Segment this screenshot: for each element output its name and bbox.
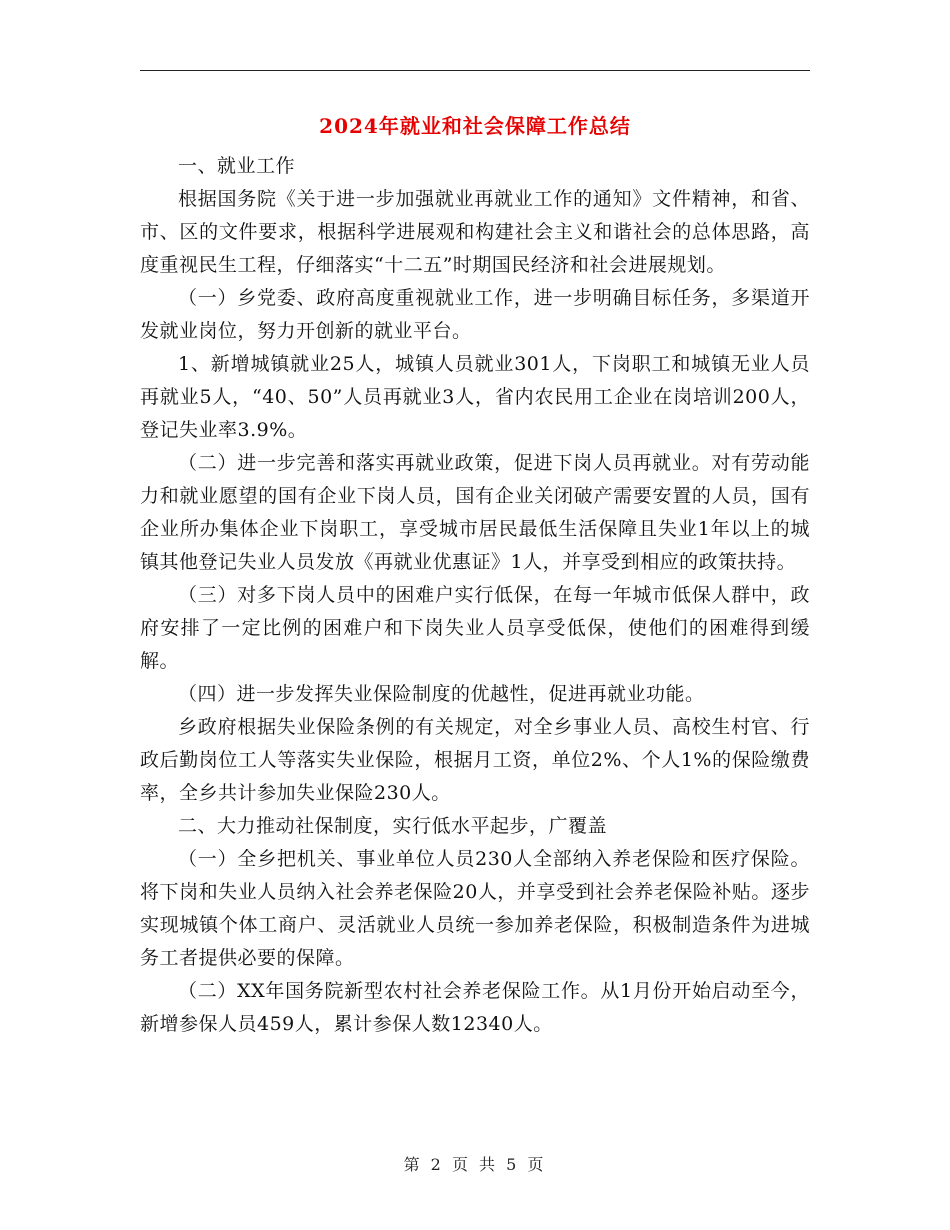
paragraph: （二）XX年国务院新型农村社会养老保险工作。从1月份开始启动至今，新增参保人员459人，累计参保人数12340人。 [140,980,810,1035]
paragraph: 二、大力推动社保制度，实行低水平起步，广覆盖 [178,815,608,837]
paragraph: 1、新增城镇就业25人，城镇人员就业301人，下岗职工和城镇无业人员再就业5人，“40、50”人员再就业3人，省内农民用工企业在岗培训200人，登记失业率3.9%。 [140,353,810,441]
paragraph: （三）对多下岗人员中的困难户实行低保，在每一年城市低保人群中，政府安排了一定比例的困难户和下岗失业人员享受低保，使他们的困难得到缓解。 [140,584,810,672]
paragraph: 一、就业工作 [178,155,296,177]
paragraph: 根据国务院《关于进一步加强就业再就业工作的通知》文件精神，和省、市、区的文件要求，根据科学进展观和构建社会主义和谐社会的总体思路，高度重视民生工程，仔细落实“十二五”时期国民经济和社会进展规划。 [140,188,810,276]
paragraph: （一）乡党委、政府高度重视就业工作，进一步明确目标任务，多渠道开发就业岗位，努力开创新的就业平台。 [140,287,810,342]
document-body [140,150,810,1041]
paragraph: （二）进一步完善和落实再就业政策，促进下岗人员再就业。对有劳动能力和就业愿望的国有企业下岗人员，国有企业关闭破产需要安置的人员，国有企业所办集体企业下岗职工，享受城市居民最低生活保障且失业1年以上的城镇其他登记失业人员发放《再就业优惠证》1人，并享受到相应的政策扶持。 [140,452,810,573]
paragraph: （四）进一步发挥失业保险制度的优越性，促进再就业功能。 [178,683,705,705]
page-footer: 第 2 页 共 5 页 [403,1155,547,1174]
document-title: 2024年就业和社会保障工作总结 [319,114,631,138]
paragraph: （一）全乡把机关、事业单位人员230人全部纳入养老保险和医疗保险。将下岗和失业人员纳入社会养老保险20人，并享受到社会养老保险补贴。逐步实现城镇个体工商户、灵活就业人员统一参加养老保险，积极制造条件为进城务工者提供必要的保障。 [140,848,810,969]
header-rule [140,70,810,71]
paragraph: 乡政府根据失业保险条例的有关规定，对全乡事业人员、高校生村官、行政后勤岗位工人等落实失业保险，根据月工资，单位2%、个人1%的保险缴费率，全乡共计参加失业保险230人。 [140,716,810,804]
